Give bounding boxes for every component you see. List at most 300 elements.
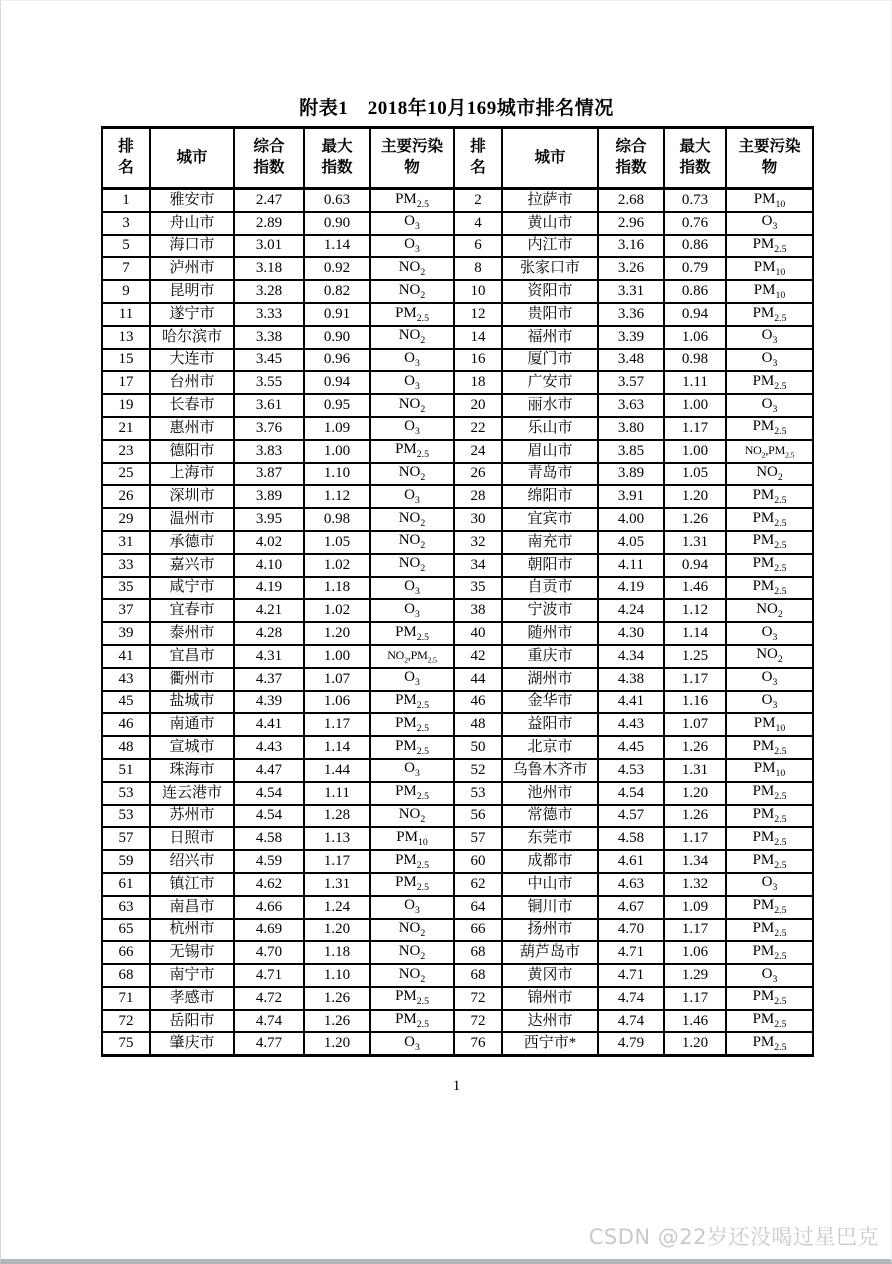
max-index-cell: 0.95 <box>304 394 370 417</box>
max-index-cell: 1.16 <box>664 691 726 714</box>
composite-index-cell: 4.70 <box>598 919 664 942</box>
composite-index-cell: 3.85 <box>598 440 664 463</box>
pollutant-cell: $PM_{2.5}$ <box>726 531 813 554</box>
table-row <box>102 394 813 417</box>
max-index-cell: 1.00 <box>304 645 370 668</box>
pollutant-cell: $O_3$ <box>370 417 454 440</box>
table-header <box>102 128 813 189</box>
max-index-cell: 0.94 <box>664 303 726 326</box>
table-row <box>102 599 813 622</box>
max-index-cell: 1.20 <box>304 1032 370 1055</box>
rank-cell: 43 <box>102 668 150 691</box>
city-cell: 温州市 <box>150 508 234 531</box>
composite-index-cell: 4.19 <box>598 577 664 600</box>
composite-index-cell: 4.28 <box>234 622 304 645</box>
rank-cell: 31 <box>102 531 150 554</box>
max-index-cell: 1.02 <box>304 599 370 622</box>
table-row <box>102 691 813 714</box>
city-cell: 上海市 <box>150 463 234 486</box>
rank-cell: 39 <box>102 622 150 645</box>
composite-index-cell: 3.38 <box>234 326 304 349</box>
max-index-cell: 1.11 <box>664 371 726 394</box>
max-index-cell: 1.11 <box>304 782 370 805</box>
max-index-cell: 1.20 <box>664 782 726 805</box>
table-row <box>102 463 813 486</box>
max-index-cell: 1.44 <box>304 759 370 782</box>
city-cell: 宣城市 <box>150 736 234 759</box>
rank-cell: 51 <box>102 759 150 782</box>
composite-index-cell: 3.39 <box>598 326 664 349</box>
max-index-cell: 1.17 <box>664 417 726 440</box>
pollutant-cell: $PM_{2.5}$ <box>370 691 454 714</box>
max-index-cell: 1.02 <box>304 554 370 577</box>
pollutant-cell: $O_3$ <box>726 668 813 691</box>
pollutant-cell: $O_3$ <box>370 896 454 919</box>
composite-index-cell: 4.19 <box>234 577 304 600</box>
max-index-cell: 1.00 <box>664 394 726 417</box>
city-ranking-table <box>101 126 814 1057</box>
pollutant-cell: $NO_2$ <box>370 531 454 554</box>
rank-cell: 32 <box>454 531 502 554</box>
city-cell: 成都市 <box>502 850 598 873</box>
table-row <box>102 873 813 896</box>
max-index-cell: 1.17 <box>664 827 726 850</box>
table-row <box>102 531 813 554</box>
column-header-right-1: 城市 <box>502 128 598 189</box>
max-index-cell: 1.28 <box>304 805 370 828</box>
pollutant-cell: $PM_{2.5}$ <box>726 850 813 873</box>
pollutant-cell: $O_3$ <box>370 349 454 372</box>
rank-cell: 66 <box>454 919 502 942</box>
pollutant-cell: $O_3$ <box>726 873 813 896</box>
pollutant-cell: $PM_{2.5}$ <box>726 941 813 964</box>
max-index-cell: 0.76 <box>664 212 726 235</box>
composite-index-cell: 4.05 <box>598 531 664 554</box>
pollutant-cell: $PM_{2.5}$ <box>726 235 813 258</box>
table-row <box>102 349 813 372</box>
composite-index-cell: 4.74 <box>598 1010 664 1033</box>
city-cell: 德阳市 <box>150 440 234 463</box>
max-index-cell: 1.18 <box>304 941 370 964</box>
city-cell: 肇庆市 <box>150 1032 234 1055</box>
city-cell: 常德市 <box>502 805 598 828</box>
table-row <box>102 508 813 531</box>
pollutant-cell: $PM_{10}$ <box>726 280 813 303</box>
city-cell: 孝感市 <box>150 987 234 1010</box>
composite-index-cell: 3.31 <box>598 280 664 303</box>
pollutant-cell: $O_3$ <box>370 235 454 258</box>
max-index-cell: 0.86 <box>664 235 726 258</box>
composite-index-cell: 3.48 <box>598 349 664 372</box>
city-cell: 池州市 <box>502 782 598 805</box>
rank-cell: 8 <box>454 257 502 280</box>
pollutant-cell: $PM_{2.5}$ <box>370 1010 454 1033</box>
city-cell: 嘉兴市 <box>150 554 234 577</box>
composite-index-cell: 3.87 <box>234 463 304 486</box>
max-index-cell: 0.90 <box>304 212 370 235</box>
max-index-cell: 1.14 <box>304 736 370 759</box>
max-index-cell: 1.07 <box>304 668 370 691</box>
page-title: 附表1 2018年10月169城市排名情况 <box>299 98 614 119</box>
pollutant-cell: $PM_{2.5}$ <box>726 554 813 577</box>
table-row <box>102 896 813 919</box>
rank-cell: 62 <box>454 873 502 896</box>
city-cell: 哈尔滨市 <box>150 326 234 349</box>
rank-cell: 3 <box>102 212 150 235</box>
pollutant-cell: $NO_2$ <box>370 941 454 964</box>
city-cell: 深圳市 <box>150 485 234 508</box>
city-cell: 随州市 <box>502 622 598 645</box>
rank-cell: 59 <box>102 850 150 873</box>
rank-cell: 61 <box>102 873 150 896</box>
pollutant-cell: $PM_{2.5}$ <box>370 622 454 645</box>
pollutant-cell: $PM_{2.5}$ <box>370 873 454 896</box>
pollutant-cell: $NO_2$ <box>370 280 454 303</box>
composite-index-cell: 3.55 <box>234 371 304 394</box>
pollutant-cell: $O_3$ <box>726 394 813 417</box>
pollutant-cell: $PM_{2.5}$ <box>726 896 813 919</box>
rank-cell: 72 <box>102 1010 150 1033</box>
max-index-cell: 1.00 <box>304 440 370 463</box>
max-index-cell: 1.14 <box>304 235 370 258</box>
table-row <box>102 713 813 736</box>
rank-cell: 4 <box>454 212 502 235</box>
rank-cell: 22 <box>454 417 502 440</box>
rank-cell: 57 <box>454 827 502 850</box>
pollutant-cell: $O_3$ <box>370 668 454 691</box>
rank-cell: 63 <box>102 896 150 919</box>
city-cell: 南宁市 <box>150 964 234 987</box>
city-cell: 南昌市 <box>150 896 234 919</box>
rank-cell: 72 <box>454 1010 502 1033</box>
pollutant-cell: $O_3$ <box>726 622 813 645</box>
max-index-cell: 1.26 <box>664 736 726 759</box>
max-index-cell: 0.82 <box>304 280 370 303</box>
composite-index-cell: 3.28 <box>234 280 304 303</box>
city-cell: 宁波市 <box>502 599 598 622</box>
rank-cell: 1 <box>102 189 150 212</box>
city-cell: 泰州市 <box>150 622 234 645</box>
composite-index-cell: 4.71 <box>234 964 304 987</box>
pollutant-cell: $PM_{10}$ <box>726 759 813 782</box>
composite-index-cell: 4.58 <box>598 827 664 850</box>
composite-index-cell: 3.83 <box>234 440 304 463</box>
city-cell: 北京市 <box>502 736 598 759</box>
table-row <box>102 554 813 577</box>
pollutant-cell: $O_3$ <box>726 212 813 235</box>
composite-index-cell: 3.61 <box>234 394 304 417</box>
max-index-cell: 0.94 <box>304 371 370 394</box>
max-index-cell: 1.26 <box>664 508 726 531</box>
composite-index-cell: 3.76 <box>234 417 304 440</box>
composite-index-cell: 3.36 <box>598 303 664 326</box>
composite-index-cell: 4.53 <box>598 759 664 782</box>
pollutant-cell: $PM_{2.5}$ <box>370 987 454 1010</box>
composite-index-cell: 3.57 <box>598 371 664 394</box>
city-cell: 东莞市 <box>502 827 598 850</box>
table-row <box>102 371 813 394</box>
composite-index-cell: 4.74 <box>234 1010 304 1033</box>
pollutant-cell: $PM_{10}$ <box>370 827 454 850</box>
max-index-cell: 1.20 <box>304 919 370 942</box>
city-cell: 张家口市 <box>502 257 598 280</box>
table-row <box>102 485 813 508</box>
table-row <box>102 440 813 463</box>
city-cell: 金华市 <box>502 691 598 714</box>
document-content <box>101 1 812 1095</box>
pollutant-cell: $PM_{10}$ <box>726 189 813 212</box>
city-cell: 益阳市 <box>502 713 598 736</box>
pollutant-cell: $PM_{2.5}$ <box>370 782 454 805</box>
max-index-cell: 1.17 <box>664 987 726 1010</box>
city-cell: 黄山市 <box>502 212 598 235</box>
column-header-right-2: 综合指数 <box>598 128 664 189</box>
composite-index-cell: 4.66 <box>234 896 304 919</box>
max-index-cell: 1.05 <box>664 463 726 486</box>
pollutant-cell: $PM_{2.5}$ <box>370 713 454 736</box>
pollutant-cell: $NO_2$ <box>370 463 454 486</box>
max-index-cell: 1.17 <box>664 919 726 942</box>
rank-cell: 42 <box>454 645 502 668</box>
rank-cell: 53 <box>454 782 502 805</box>
max-index-cell: 1.17 <box>664 668 726 691</box>
rank-cell: 71 <box>102 987 150 1010</box>
pollutant-cell: $O_3$ <box>370 485 454 508</box>
table-row <box>102 805 813 828</box>
table-row <box>102 417 813 440</box>
max-index-cell: 0.92 <box>304 257 370 280</box>
max-index-cell: 0.79 <box>664 257 726 280</box>
pollutant-cell: $O_3$ <box>370 577 454 600</box>
watermark: CSDN @22岁还没喝过星巴克 <box>588 1225 879 1249</box>
city-cell: 岳阳市 <box>150 1010 234 1033</box>
rank-cell: 33 <box>102 554 150 577</box>
composite-index-cell: 4.58 <box>234 827 304 850</box>
max-index-cell: 0.96 <box>304 349 370 372</box>
rank-cell: 26 <box>102 485 150 508</box>
pollutant-cell: $PM_{2.5}$ <box>726 827 813 850</box>
rank-cell: 23 <box>102 440 150 463</box>
city-cell: 丽水市 <box>502 394 598 417</box>
max-index-cell: 1.17 <box>304 713 370 736</box>
rank-cell: 5 <box>102 235 150 258</box>
max-index-cell: 0.90 <box>304 326 370 349</box>
city-cell: 资阳市 <box>502 280 598 303</box>
rank-cell: 24 <box>454 440 502 463</box>
pollutant-cell: $PM_{2.5}$ <box>370 303 454 326</box>
pollutant-cell: $O_3$ <box>370 759 454 782</box>
rank-cell: 48 <box>454 713 502 736</box>
composite-index-cell: 3.45 <box>234 349 304 372</box>
composite-index-cell: 4.37 <box>234 668 304 691</box>
city-cell: 无锡市 <box>150 941 234 964</box>
pollutant-cell: $NO_2$ <box>370 394 454 417</box>
rank-cell: 38 <box>454 599 502 622</box>
rank-cell: 11 <box>102 303 150 326</box>
city-cell: 镇江市 <box>150 873 234 896</box>
pollutant-cell: $O_3$ <box>370 371 454 394</box>
rank-cell: 21 <box>102 417 150 440</box>
max-index-cell: 0.86 <box>664 280 726 303</box>
pollutant-cell: $PM_{2.5}$ <box>726 303 813 326</box>
rank-cell: 35 <box>454 577 502 600</box>
pollutant-cell: $O_3$ <box>370 212 454 235</box>
rank-cell: 46 <box>454 691 502 714</box>
composite-index-cell: 2.47 <box>234 189 304 212</box>
rank-cell: 64 <box>454 896 502 919</box>
pollutant-cell: $PM_{2.5}$ <box>726 919 813 942</box>
max-index-cell: 1.26 <box>304 1010 370 1033</box>
rank-cell: 50 <box>454 736 502 759</box>
pollutant-cell: $PM_{2.5}$ <box>370 440 454 463</box>
table-row <box>102 736 813 759</box>
rank-cell: 12 <box>454 303 502 326</box>
table-body <box>102 189 813 1056</box>
pollutant-cell: $NO_2$ <box>726 645 813 668</box>
pollutant-cell: $PM_{2.5}$ <box>726 1032 813 1055</box>
composite-index-cell: 4.54 <box>598 782 664 805</box>
max-index-cell: 1.10 <box>304 964 370 987</box>
composite-index-cell: 4.47 <box>234 759 304 782</box>
max-index-cell: 1.31 <box>304 873 370 896</box>
city-cell: 长春市 <box>150 394 234 417</box>
pollutant-cell: $NO_2$ <box>370 257 454 280</box>
city-cell: 绵阳市 <box>502 485 598 508</box>
column-header-right-3: 最大指数 <box>664 128 726 189</box>
composite-index-cell: 3.33 <box>234 303 304 326</box>
composite-index-cell: 3.63 <box>598 394 664 417</box>
table-row <box>102 189 813 212</box>
rank-cell: 26 <box>454 463 502 486</box>
city-cell: 葫芦岛市 <box>502 941 598 964</box>
composite-index-cell: 4.59 <box>234 850 304 873</box>
column-header-left-2: 综合指数 <box>234 128 304 189</box>
city-cell: 苏州市 <box>150 805 234 828</box>
rank-cell: 7 <box>102 257 150 280</box>
column-header-left-0: 排名 <box>102 128 150 189</box>
table-row <box>102 1010 813 1033</box>
max-index-cell: 1.06 <box>664 941 726 964</box>
table-row <box>102 280 813 303</box>
max-index-cell: 1.26 <box>304 987 370 1010</box>
pollutant-cell: $PM_{10}$ <box>726 257 813 280</box>
column-header-left-1: 城市 <box>150 128 234 189</box>
composite-index-cell: 4.72 <box>234 987 304 1010</box>
pollutant-cell: $PM_{2.5}$ <box>726 1010 813 1033</box>
pollutant-cell: $PM_{2.5}$ <box>370 736 454 759</box>
pollutant-cell: $NO_2$ <box>370 919 454 942</box>
pollutant-cell: $NO_2$ <box>370 508 454 531</box>
city-cell: 遂宁市 <box>150 303 234 326</box>
composite-index-cell: 4.41 <box>598 691 664 714</box>
pollutant-cell: $NO_2$ <box>370 964 454 987</box>
rank-cell: 35 <box>102 577 150 600</box>
rank-cell: 14 <box>454 326 502 349</box>
rank-cell: 30 <box>454 508 502 531</box>
pollutant-cell: $O_3$ <box>726 691 813 714</box>
rank-cell: 72 <box>454 987 502 1010</box>
composite-index-cell: 4.71 <box>598 941 664 964</box>
composite-index-cell: 4.41 <box>234 713 304 736</box>
max-index-cell: 1.20 <box>664 1032 726 1055</box>
page-number: 1 <box>452 1078 461 1095</box>
max-index-cell: 1.13 <box>304 827 370 850</box>
max-index-cell: 1.31 <box>664 759 726 782</box>
pollutant-cell: $NO_2,PM_{2.5}$ <box>370 645 454 668</box>
composite-index-cell: 4.02 <box>234 531 304 554</box>
composite-index-cell: 4.43 <box>234 736 304 759</box>
city-cell: 朝阳市 <box>502 554 598 577</box>
city-cell: 衢州市 <box>150 668 234 691</box>
max-index-cell: 1.14 <box>664 622 726 645</box>
table-row <box>102 782 813 805</box>
city-cell: 重庆市 <box>502 645 598 668</box>
pollutant-cell: $PM_{2.5}$ <box>726 736 813 759</box>
city-cell: 盐城市 <box>150 691 234 714</box>
table-row <box>102 645 813 668</box>
city-cell: 承德市 <box>150 531 234 554</box>
composite-index-cell: 4.69 <box>234 919 304 942</box>
rank-cell: 9 <box>102 280 150 303</box>
composite-index-cell: 4.45 <box>598 736 664 759</box>
rank-cell: 15 <box>102 349 150 372</box>
composite-index-cell: 4.74 <box>598 987 664 1010</box>
rank-cell: 68 <box>102 964 150 987</box>
table-row <box>102 987 813 1010</box>
pollutant-cell: $PM_{2.5}$ <box>726 805 813 828</box>
city-cell: 杭州市 <box>150 919 234 942</box>
city-cell: 西宁市* <box>502 1032 598 1055</box>
composite-index-cell: 3.01 <box>234 235 304 258</box>
pollutant-cell: $PM_{2.5}$ <box>370 850 454 873</box>
composite-index-cell: 4.00 <box>598 508 664 531</box>
rank-cell: 18 <box>454 371 502 394</box>
rank-cell: 19 <box>102 394 150 417</box>
rank-cell: 56 <box>454 805 502 828</box>
rank-cell: 53 <box>102 805 150 828</box>
column-header-right-4: 主要污染物 <box>726 128 813 189</box>
composite-index-cell: 4.70 <box>234 941 304 964</box>
pollutant-cell: $NO_2$ <box>370 805 454 828</box>
rank-cell: 60 <box>454 850 502 873</box>
table-row <box>102 1032 813 1055</box>
city-cell: 湖州市 <box>502 668 598 691</box>
pollutant-cell: $O_3$ <box>370 599 454 622</box>
city-cell: 乐山市 <box>502 417 598 440</box>
column-header-left-3: 最大指数 <box>304 128 370 189</box>
rank-cell: 52 <box>454 759 502 782</box>
pollutant-cell: $PM_{2.5}$ <box>726 782 813 805</box>
rank-cell: 25 <box>102 463 150 486</box>
city-cell: 宜昌市 <box>150 645 234 668</box>
pollutant-cell: $PM_{2.5}$ <box>370 189 454 212</box>
city-cell: 泸州市 <box>150 257 234 280</box>
pollutant-cell: $O_3$ <box>726 964 813 987</box>
rank-cell: 76 <box>454 1032 502 1055</box>
city-cell: 台州市 <box>150 371 234 394</box>
city-cell: 宜春市 <box>150 599 234 622</box>
composite-index-cell: 4.11 <box>598 554 664 577</box>
rank-cell: 68 <box>454 964 502 987</box>
composite-index-cell: 2.96 <box>598 212 664 235</box>
city-cell: 铜川市 <box>502 896 598 919</box>
max-index-cell: 1.06 <box>664 326 726 349</box>
table-row <box>102 759 813 782</box>
composite-index-cell: 4.43 <box>598 713 664 736</box>
rank-cell: 75 <box>102 1032 150 1055</box>
max-index-cell: 1.25 <box>664 645 726 668</box>
max-index-cell: 1.06 <box>304 691 370 714</box>
